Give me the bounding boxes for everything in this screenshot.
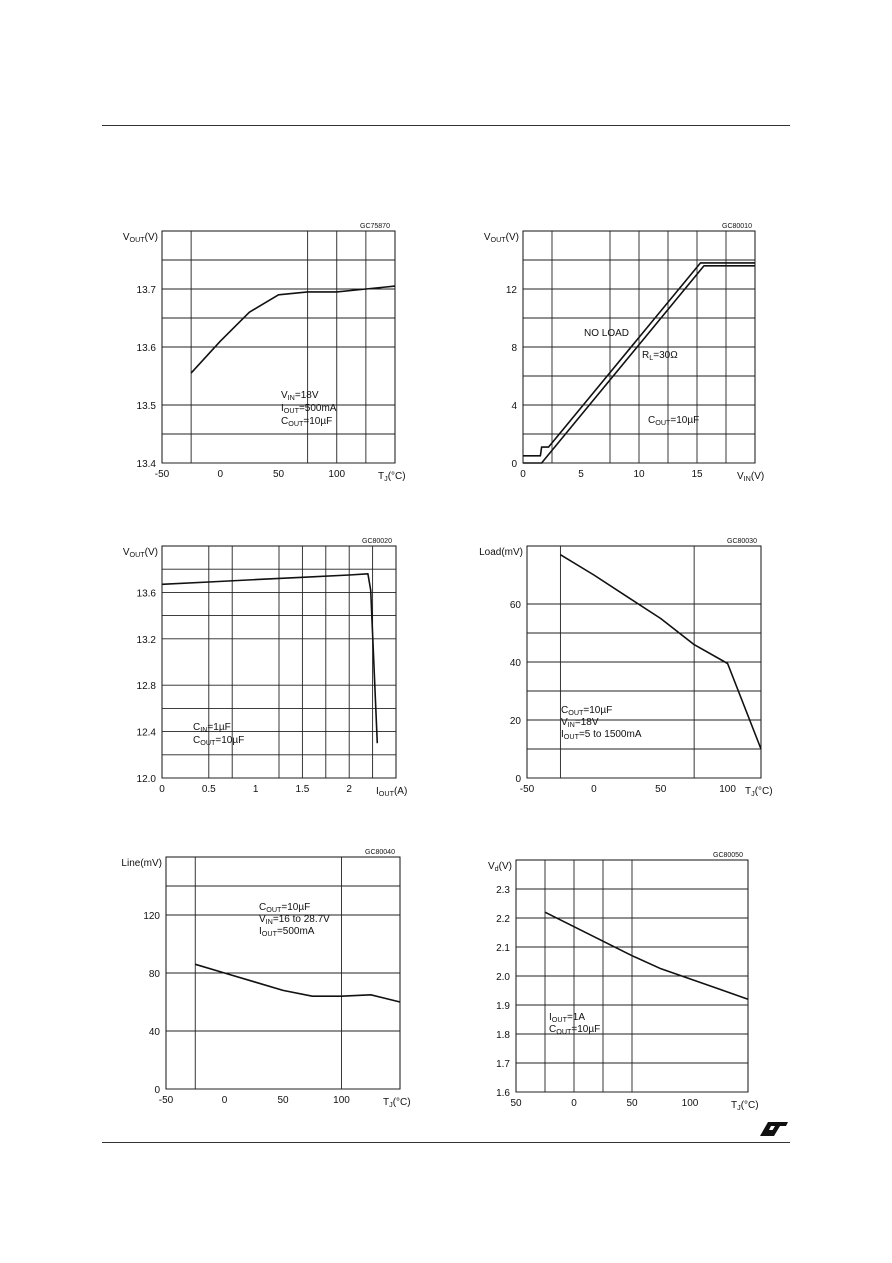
ytick-label: 2.3	[496, 885, 510, 896]
xlabel-main: T	[378, 471, 385, 482]
annotation-unit: =5 to 1500mA	[578, 729, 642, 740]
annotation-unit: =500mA	[276, 926, 315, 937]
ytick-label: 2.0	[496, 972, 510, 983]
ytick-label: 40	[509, 658, 521, 669]
ylabel	[123, 232, 158, 244]
annotation-sub: OUT	[568, 708, 584, 717]
annotation-unit: =1A	[566, 1012, 586, 1023]
ytick-label: 13.2	[136, 634, 156, 646]
xlabel-unit: (°C)	[754, 786, 773, 797]
xtick-label: 0	[159, 784, 165, 795]
ytick-label: 4	[511, 401, 517, 412]
ytick-label: 12.0	[136, 774, 156, 785]
ylabel-sub: OUT	[490, 235, 506, 244]
annotation-unit: =30Ω	[653, 350, 678, 361]
ylabel-main: V	[122, 232, 130, 243]
annotation-main: C	[549, 1024, 557, 1035]
xlabel-main: T	[745, 786, 752, 797]
annotation-sub: IN	[287, 393, 295, 402]
ytick-label: 12.8	[136, 681, 156, 693]
xtick-label: 50	[626, 1098, 638, 1109]
annotation	[281, 416, 332, 428]
annotation	[642, 350, 678, 362]
annotation	[259, 902, 310, 914]
ytick-label: 0	[154, 1085, 160, 1096]
chart-6	[488, 852, 759, 1112]
ylabel	[484, 232, 519, 244]
annotation-unit: =10µF	[571, 1024, 601, 1035]
xtick-label: 0.5	[201, 784, 216, 795]
xlabel-main: T	[383, 1097, 390, 1108]
annotation-sub: OUT	[266, 905, 282, 914]
xtick-label: 10	[633, 469, 645, 480]
annotation-unit: =10µF	[583, 705, 613, 716]
annotation	[259, 926, 315, 938]
annotation-main: R	[642, 350, 650, 361]
ytick-label: 13.7	[136, 285, 156, 296]
ylabel-sub: d	[494, 864, 499, 873]
ylabel-sub: OUT	[129, 235, 145, 244]
st-logo	[756, 1118, 790, 1140]
annotation-sub: IN	[200, 725, 208, 734]
ylabel-main: V	[122, 547, 130, 558]
xlabel	[376, 786, 407, 798]
ylabel	[488, 861, 512, 873]
ytick-label: 60	[509, 600, 521, 611]
xlabel-unit: (°C)	[387, 471, 406, 482]
xtick-label: -50	[154, 469, 170, 480]
annotation-main: I	[549, 1012, 552, 1023]
annotation-main: C	[193, 735, 201, 746]
ylabel-main: Line(mV)	[121, 858, 162, 869]
xlabel	[378, 471, 406, 483]
ytick-label: 1.9	[496, 1001, 510, 1012]
annotation	[259, 914, 330, 926]
xlabel-unit: (A)	[393, 786, 408, 797]
annotation-main: I	[281, 403, 284, 414]
annotation-main: NO LOAD	[584, 328, 630, 339]
chart-code: GC80040	[365, 849, 395, 856]
series-line-1	[191, 286, 395, 373]
xtick-label: 0	[217, 469, 224, 480]
xtick-label: -50	[519, 784, 535, 795]
xtick-label: 50	[277, 1095, 289, 1106]
xlabel-unit: (°C)	[392, 1097, 411, 1108]
ylabel-sub: OUT	[129, 550, 145, 559]
chart-code: GC80010	[722, 223, 752, 230]
annotation-sub: OUT	[200, 738, 216, 747]
ylabel-unit: (V)	[144, 547, 158, 558]
xtick-label: 1	[252, 784, 259, 795]
xtick-label: 0	[591, 784, 597, 795]
xlabel-sub: OUT	[378, 789, 394, 798]
xlabel	[737, 471, 764, 483]
annotation-unit: =1µF	[207, 722, 231, 733]
annotation-main: I	[561, 729, 564, 740]
annotation	[561, 705, 612, 717]
ytick-label: 13.4	[136, 459, 156, 470]
annotation-unit: =18V	[294, 390, 319, 401]
xtick-label: 50	[510, 1098, 522, 1109]
xlabel-main: T	[731, 1100, 738, 1111]
annotation-sub: IN	[567, 720, 575, 729]
xtick-label: 100	[719, 784, 736, 795]
ytick-label: 13.6	[136, 588, 156, 600]
annotation-unit: =10µF	[215, 735, 245, 746]
chart-code: GC80020	[362, 538, 392, 545]
annotation-main: C	[281, 416, 289, 427]
xlabel-unit: (°C)	[740, 1100, 759, 1111]
xtick-label: 50	[655, 784, 667, 795]
series-line-1	[545, 912, 748, 999]
xlabel-sub: J	[751, 789, 755, 798]
chart-4	[479, 538, 773, 798]
xtick-label: 1.5	[295, 784, 310, 795]
ytick-label: 40	[148, 1027, 160, 1038]
annotation-unit: =10µF	[281, 902, 311, 913]
ytick-label: 8	[511, 343, 517, 354]
annotation	[648, 415, 699, 427]
ytick-label: 20	[509, 716, 521, 727]
xlabel-sub: J	[389, 1100, 393, 1109]
annotation-sub: OUT	[556, 1027, 572, 1036]
annotation-unit: =10µF	[670, 415, 700, 426]
xtick-label: 5	[578, 469, 584, 480]
annotation-main: I	[259, 926, 262, 937]
ytick-label: 1.7	[496, 1059, 510, 1070]
annotation-main: C	[193, 722, 201, 733]
annotation-sub: OUT	[563, 732, 579, 741]
annotation	[193, 735, 244, 747]
ylabel	[479, 547, 523, 558]
annotation	[561, 729, 642, 741]
xtick-label: 100	[328, 469, 346, 480]
xlabel	[383, 1097, 411, 1109]
annotation	[561, 717, 599, 729]
chart-2	[484, 223, 764, 483]
xtick-label: 100	[681, 1098, 699, 1109]
ytick-label: 120	[143, 911, 160, 922]
xlabel-sub: IN	[743, 474, 751, 483]
ytick-label: 1.8	[496, 1030, 510, 1041]
annotation-sub: IN	[265, 917, 273, 926]
annotation-sub: L	[649, 353, 654, 362]
xlabel-unit: (V)	[750, 471, 765, 482]
series-line-1	[162, 574, 377, 743]
annotation-sub: OUT	[288, 419, 304, 428]
xtick-label: 50	[272, 469, 285, 480]
ylabel-main: V	[487, 861, 495, 872]
xlabel-main: I	[376, 786, 379, 797]
chart-code: GC75870	[360, 223, 390, 230]
chart-code: GC80030	[727, 538, 757, 545]
annotation-main: V	[281, 390, 288, 401]
annotation-sub: OUT	[261, 929, 277, 938]
xlabel-sub: J	[384, 474, 388, 483]
annotation-unit: =10µF	[303, 416, 333, 427]
chart-code: GC80050	[713, 852, 743, 859]
xtick-label: 0	[520, 469, 526, 480]
xlabel	[745, 786, 773, 798]
xlabel-main: V	[737, 471, 744, 482]
ytick-label: 0	[515, 774, 521, 785]
annotation	[281, 390, 319, 402]
xtick-label: 15	[691, 469, 703, 480]
annotation	[584, 328, 629, 339]
annotation-sub: OUT	[283, 406, 299, 415]
annotation-unit: =500mA	[298, 403, 337, 414]
ytick-label: 2.2	[496, 914, 510, 925]
annotation-main: V	[259, 914, 266, 925]
annotation-unit: =18V	[574, 717, 599, 728]
xtick-label: 2	[346, 784, 352, 795]
ytick-label: 13.5	[136, 401, 156, 412]
xtick-label: -50	[158, 1095, 174, 1106]
ylabel	[121, 858, 162, 869]
ylabel-unit: (V)	[144, 232, 158, 243]
annotation	[549, 1012, 585, 1024]
ytick-label: 2.1	[496, 943, 510, 954]
ytick-label: 80	[148, 969, 160, 980]
annotation-main: V	[561, 717, 568, 728]
ytick-label: 12	[505, 285, 517, 296]
xtick-label: 0	[571, 1098, 577, 1109]
ylabel-unit: (V)	[505, 232, 519, 243]
annotation-sub: OUT	[551, 1015, 567, 1024]
chart-1	[123, 223, 406, 483]
annotation-unit: =16 to 28.7V	[272, 914, 330, 925]
ytick-label: 1.6	[496, 1088, 510, 1099]
chart-5	[121, 849, 410, 1109]
annotation-sub: OUT	[655, 418, 671, 427]
series-line-1	[195, 964, 400, 1002]
annotation	[549, 1024, 600, 1036]
xtick-label: 0	[221, 1095, 228, 1106]
ytick-label: 0	[511, 459, 517, 470]
xlabel	[731, 1100, 759, 1112]
ytick-label: 12.4	[136, 727, 156, 739]
ylabel-main: Load(mV)	[479, 547, 523, 558]
annotation-main: C	[648, 415, 656, 426]
annotation-main: C	[561, 705, 569, 716]
ylabel-unit: (V)	[498, 861, 512, 872]
xlabel-sub: J	[737, 1103, 741, 1112]
ylabel-main: V	[483, 232, 491, 243]
annotation-main: C	[259, 902, 267, 913]
ylabel	[123, 547, 158, 559]
chart-3	[123, 538, 407, 798]
xtick-label: 100	[333, 1095, 350, 1106]
annotation	[193, 722, 231, 734]
ytick-label: 13.6	[136, 343, 156, 354]
